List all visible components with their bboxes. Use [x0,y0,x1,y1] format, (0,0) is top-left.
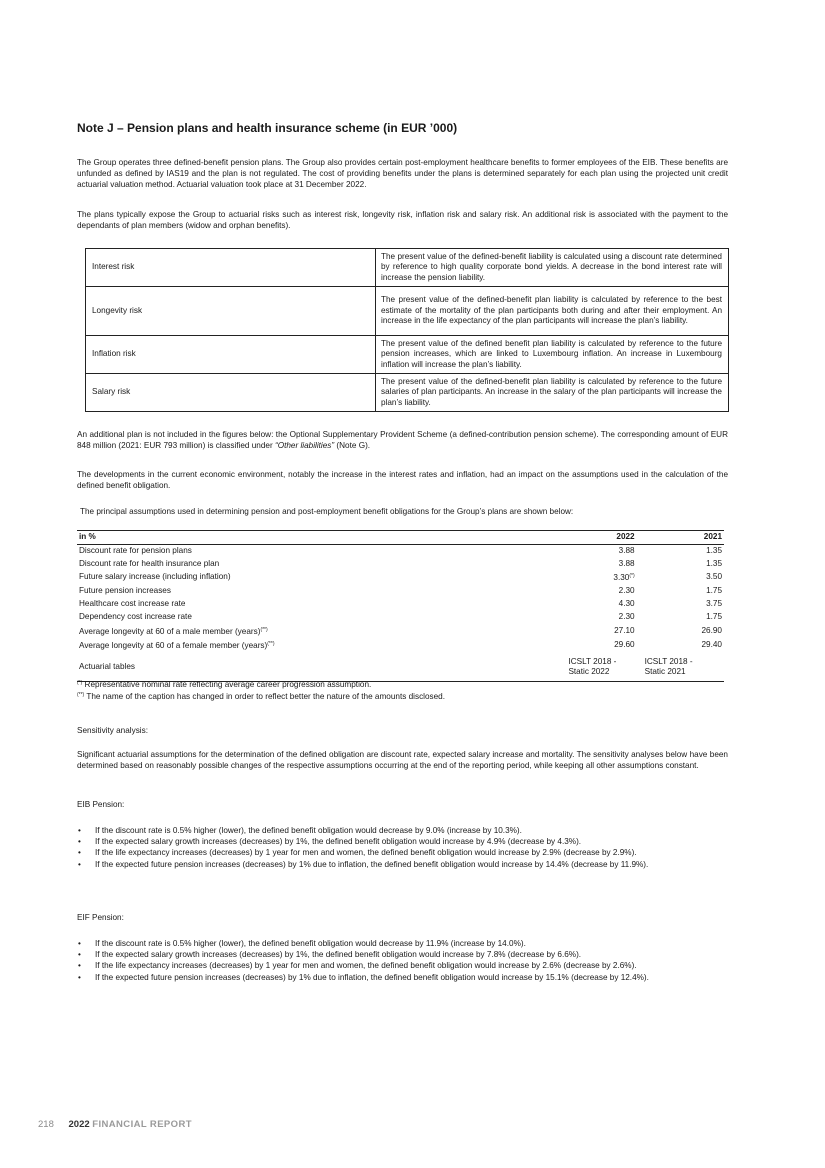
value-2021: 1.75 [706,611,722,621]
footnote [77,680,371,689]
assumption-label: Healthcare cost increase rate [79,598,186,608]
risk-description: The present value of the defined benefit plan liability is calculated by reference to the future pension increases, which are linked to Luxembourg inflation. An increase in Luxembourg inflation will increase the plan’s liability. [376,336,729,374]
assumption-label: Discount rate for health insurance plan [79,558,220,568]
list-item: • If the discount rate is 0.5% higher (lower), the defined benefit obligation would decrease by 11.9% (increase by 14.0%). [77,938,728,949]
year-2021-header: 2021 [637,531,724,545]
assumption-label [77,624,528,639]
table-row [77,558,724,571]
page-number: 218 [38,1119,54,1130]
label-text: Average longevity at 60 of a female member (years) [79,641,268,651]
table-version: Static 2022 [568,666,610,676]
value-text: 3.30 [613,573,630,583]
intro-paragraph: The Group operates three defined-benefit pension plans. The Group also provides certain post-employment healthcare benefits to former employees of the EIB. These benefits are unfunded as defined by IAS19 and the plan is not regulated. The cost of providing benefits under the plans is determined separately for each plan using the projected unit credit actuarial valuation method. Actuarial valuation took place at 31 December 2022. [77,158,728,190]
list-item: • If the discount rate is 0.5% higher (lower), the defined benefit obligation would decrease by 9.0% (increase by 10.3%). [77,825,728,836]
assumptions-table [77,530,724,682]
value-2022: 3.88 [618,545,635,555]
risks-intro-paragraph: The plans typically expose the Group to actuarial risks such as interest risk, longevity risk, inflation risk and salary risk. An additional risk is associated with the payment to the dependants of plan members (widow and orphan benefits). [77,210,728,231]
list-item: • If the life expectancy increases (decreases) by 1 year for men and women, the defined benefit obligation would increase by 2.6% (decrease by 2.6%). [77,960,728,971]
table-row [77,624,724,639]
table-name: ICSLT 2018 - [644,656,693,666]
footnote-text: Representative nominal rate reflecting average career progression assumption. [82,680,372,689]
eif-sensitivity-list [77,938,728,983]
risk-table [85,248,729,412]
value-2022 [528,570,636,585]
table-row [77,611,724,624]
risk-row [86,249,729,287]
value-2022: 4.30 [618,598,635,608]
list-item: • If the expected salary growth increases (decreases) by 1%, the defined benefit obligation would increase by 4.9% (decrease by 4.3%). [77,836,728,847]
risk-description: The present value of the defined-benefit plan liability is calculated by reference to the best estimate of the mortality of the plan participants both during and after their employment. An increase in the life expectancy of the plan participants will increase the plan’s liability. [376,287,729,336]
value-2021: 26.90 [701,625,722,635]
list-item: • If the expected salary growth increases (decreases) by 1%, the defined benefit obligation would increase by 7.8% (decrease by 6.6%). [77,949,728,960]
sensitivity-heading: Sensitivity analysis: [77,726,148,735]
footnote-mark: (**) [77,692,85,698]
footnote-marker: (*) [629,573,635,580]
risk-row [86,336,729,374]
risk-name: Interest risk [86,249,376,287]
year-2022-header: 2022 [528,531,636,545]
risk-name: Inflation risk [86,336,376,374]
footnote-text: The name of the caption has changed in order to reflect better the nature of the amounts disclosed. [84,692,446,701]
assumption-label: Discount rate for pension plans [79,545,192,555]
value-2021: 3.75 [706,598,722,608]
footnote-marker: (**) [260,626,268,633]
report-year: 2022 [68,1119,90,1130]
table-row [77,638,724,653]
label-text: Average longevity at 60 of a male member (years) [79,626,261,636]
value-2021: 29.40 [701,640,722,650]
footnote-mark: (*) [77,680,83,686]
page-footer [38,1119,192,1130]
developments-paragraph: The developments in the current economic environment, notably the increase in the interest rates and inflation, had an impact on the assumptions used in the calculation of the defined benefit obligation. [77,470,728,491]
value-2022: 29.60 [614,640,635,650]
value-2021: 1.35 [706,558,722,568]
list-item: • If the expected future pension increases (decreases) by 1% due to inflation, the defined benefit obligation would increase by 15.1% (decrease by 12.4%). [77,972,728,983]
assumptions-intro: The principal assumptions used in determining pension and post-employment benefit obligations for the Group’s plans are shown below: [80,507,574,516]
additional-plan-paragraph [77,429,728,451]
table-row [77,653,724,681]
eif-pension-heading: EIF Pension: [77,913,124,922]
note-title: Note J – Pension plans and health insurance scheme (in EUR ’000) [77,121,458,135]
value-2021: 1.35 [706,545,722,555]
table-row [77,598,724,611]
value-2022: 27.10 [614,625,635,635]
value-2021: 1.75 [706,586,722,596]
risk-description: The present value of the defined-benefit liability is calculated using a discount rate determined by reference to high quality corporate bond yields. A decrease in the bond interest rate will increase the pension liability. [376,249,729,287]
risk-name: Longevity risk [86,287,376,336]
value-2022: 2.30 [618,586,635,596]
value-2022 [528,653,636,681]
assumption-label [77,638,528,653]
assumption-label: Future salary increase (including inflation) [79,572,231,582]
assumption-label: Future pension increases [79,586,171,596]
eib-pension-heading: EIB Pension: [77,800,125,809]
risk-row [86,287,729,336]
list-item: • If the life expectancy increases (decreases) by 1 year for men and women, the defined benefit obligation would increase by 2.9% (decrease by 2.9%). [77,847,728,858]
assumption-label: Actuarial tables [77,653,528,681]
footnote [77,692,445,701]
risk-name: Salary risk [86,374,376,412]
table-row [77,570,724,585]
table-row [77,544,724,557]
assumption-label: Dependency cost increase rate [79,611,192,621]
risk-row [86,374,729,412]
assumptions-header [77,531,724,545]
value-2022: 2.30 [618,611,635,621]
sensitivity-paragraph: Significant actuarial assumptions for the determination of the defined obligation are discount rate, expected salary increase and mortality. The sensitivity analyses below have been determined based on reasonably possible changes of the respective assumptions occurring at the end of the reporting period, while keeping all other assumptions constant. [77,750,728,771]
additional-plan-note: (Note G). [334,441,371,451]
eib-sensitivity-list [77,825,728,870]
list-item: • If the expected future pension increases (decreases) by 1% due to inflation, the defined benefit obligation would increase by 14.4% (decrease by 11.9%). [77,859,728,870]
value-2021 [637,653,724,681]
other-liabilities-reference: “Other liabilities” [274,441,335,451]
table-version: Static 2021 [644,666,686,676]
risk-description: The present value of the defined-benefit plan liability is calculated by reference to the future salaries of plan participants. An increase in the salary of the plan participants will increase the plan’s liability. [376,374,729,412]
report-name: FINANCIAL REPORT [92,1119,192,1130]
footnote-marker: (**) [267,641,275,648]
table-row [77,585,724,598]
additional-plan-text: An additional plan is not included in the figures below: the Optional Supplementary Provident Scheme (a defined-contribution pension scheme). The corresponding amount of EUR 848 million (2021: EUR 793 million) is classified under [77,430,728,451]
unit-header: in % [77,531,528,545]
value-2022: 3.88 [618,558,635,568]
table-name: ICSLT 2018 - [568,656,617,666]
value-2021: 3.50 [706,572,722,582]
